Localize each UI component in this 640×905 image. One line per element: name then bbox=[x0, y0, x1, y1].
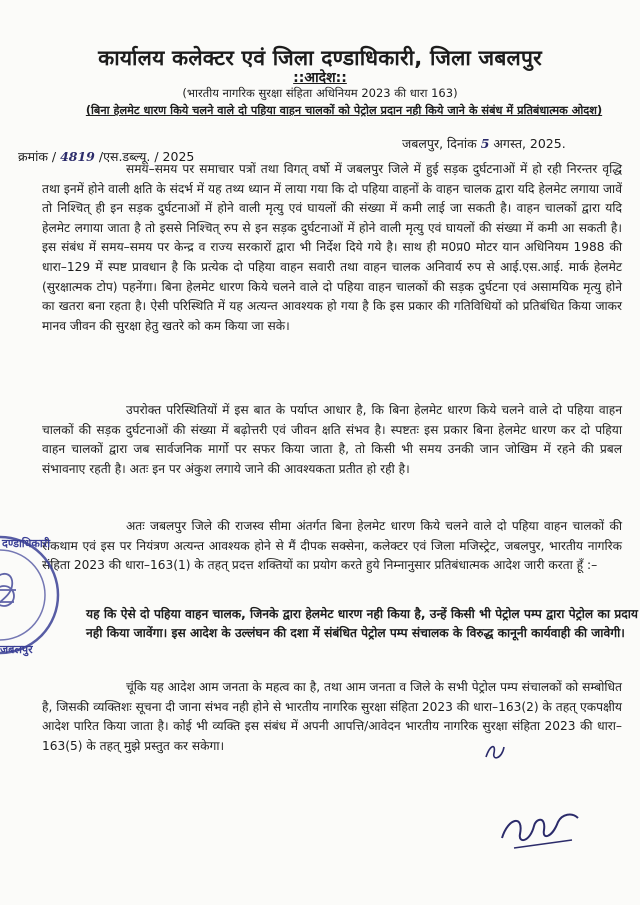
seal-top-text: दण्डाधिकारी bbox=[2, 537, 51, 550]
paragraph-authority-text: अतः जबलपुर जिले की राजस्व सीमा अंतर्गत बिना हेलमेट धारण किये चलने वाले दो पहिया वाहन चालकों की रोकथाम एवं इस पर नियंत्रण अत्यन्त आवश्यक होने से मैं दीपक सक्सेना, कलेक्टर एवं जिला मजिस्ट्रेट, जबलपुर, भारतीय नागरिक संहिता 2023 की धारा–163(1) के तहत् प्रदत्त शक्तियों का प्रयोग करते हुये निम्नानुसार प्रतिबंधात्मक आदेश जारी करता हूँ :– bbox=[42, 519, 622, 573]
act-reference: (भारतीय नागरिक सुरक्षा संहिता अधिनियम 2023 की धारा 163) bbox=[182, 86, 458, 100]
paragraph-circumstances-text: उपरोक्त परिस्थितियों में इस बात के पर्याप्त आधार है, कि बिना हेलमेट धारण किये चलने वाले दो पहिया वाहन चालकों की सड़क दुर्घटनाओं की संख्या में बढ़ोत्तरी एवं जीवन क्षति संभव है। स्पष्टतः इस प्रकार बिना हेलमेट धारण कर दो पहिया वाहन चालकों द्वारा जब सार्वजनिक मार्गो पर सफर किया जाता है, तो किसी भी समय उनकी जान जोखिम में रहने की प्रबल संभावनाए रहती है। अतः इन पर अंकुश लगाये जाने की आवश्यकता प्रतीत हो रही है। bbox=[42, 403, 622, 476]
signature bbox=[494, 800, 584, 860]
reference-suffix: /एस.डब्ल्यू. / 2025 bbox=[98, 149, 195, 164]
seal-bottom-text: जबलपुर bbox=[0, 643, 33, 656]
paragraph-ex-parte-text: चूंकि यह आदेश आम जनता के महत्व का है, तथा आम जनता व जिले के सभी पेट्रोल पम्प संचालकों को सम्बोधित है, जिसकी व्यक्तिशः सूचना दी जाना संभव नही होने से भारतीय नागरिक सुरक्षा संहिता 2023 की धारा–163(2) के तहत् एकपक्षीय आदेश पारित किया जाता है। कोई भी व्यक्ति इस संबंध में अपनी आपत्ति/आवेदन भारतीय नागरिक सुरक्षा संहिता 2023 की धारा–163(5) के तहत् मुझे प्रस्तुत कर सकेगा। bbox=[42, 680, 622, 753]
dateline-prefix: जबलपुर, दिनांक bbox=[402, 136, 477, 151]
office-title: कार्यालय कलेक्टर एवं जिला दण्डाधिकारी, जिला जबलपुर bbox=[98, 46, 542, 70]
dateline-day: 5 bbox=[480, 136, 490, 151]
order-directive: यह कि ऐसे दो पहिया वाहन चालक, जिनके द्वारा हेलमेट धारण नही किया है, उन्हें किसी भी पेट्रोल पम्प द्वारा पेट्रोल का प्रदाय नही किया जावेंगा। इस आदेश के उल्लंघन की दशा में संबंधित पेट्रोल पम्प संचालक के विरुद्ध कानूनी कार्यवाही की जावेगी। bbox=[86, 607, 638, 640]
dateline-suffix: अगस्त, 2025. bbox=[493, 136, 566, 151]
paragraph-background-text: समय–समय पर समाचार पत्रों तथा विगत् वर्षो में जबलपुर जिले में हुई सड़क दुर्घटनाओं में हो रही निरन्तर वृद्धि तथा इनमें होने वाली क्षति के संदर्भ में यह तथ्य ध्यान में लाया गया कि दो पहिया वाहनों के वाहन चालक द्वारा यदि हेलमेट लगाया जावें तो निश्चित् ही इन सड़क दुर्घटनाओं में होने वाली मृत्यु एवं घायलों की संख्या में कमी लाई जा सकती है। वाहन चालकों द्वारा यदि हेलमेट लगाया जाता है तो इससे निश्चित् रुप से इन सड़क दुर्घटनाओं में होने वाली मृत्यु एवं घायलों की संख्या में कमी आ सकती है। इस संबंध में समय–समय पर केन्द्र व राज्य सरकारों द्वारा भी निर्देश दिये गये है। साथ ही म0प्र0 मोटर यान अधिनियम 1988 की धारा–129 में स्पष्ट प्रावधान है कि प्रत्येक दो पहिया वाहन सवारी तथा वाहन चालक अनिवार्य रुप से आई.एस.आई. मार्क हेलमेट (सुरक्षात्मक टोप) पहनेंगा। बिना हेलमेट धारण किये चलने वाले दो पहिया वाहन चालकों की सड़क दुर्घटना एवं असामयिक मृत्यु होने का खतरा बना रहता है। ऐसी परिस्थिति में यह अत्यन्त आवश्यक हो गया है कि इस प्रकार की गतिविधियों को प्रतिबंधित किया जाकर मानव जीवन की सुरक्षा हेतु खतरे को कम किया जा सके। bbox=[42, 162, 622, 333]
reference-label: क्रमांक / bbox=[18, 149, 57, 164]
paragraph-circumstances bbox=[42, 401, 622, 479]
paragraph-ex-parte bbox=[42, 678, 622, 756]
paragraph-background bbox=[42, 160, 622, 336]
paragraph-authority bbox=[42, 517, 622, 576]
initial-mark bbox=[482, 739, 508, 765]
reference-handwritten-number: 4819 bbox=[60, 149, 95, 164]
order-subject: (बिना हेलमेट धारण किये चलने वाले दो पहिया वाहन चालकों को पेट्रोल प्रदान नही किये जाने के संबंध में प्रतिबंधात्मक ओदश) bbox=[85, 104, 603, 117]
office-seal bbox=[0, 520, 62, 670]
order-heading: ::आदेश:: bbox=[293, 70, 347, 86]
dateline bbox=[402, 135, 566, 152]
